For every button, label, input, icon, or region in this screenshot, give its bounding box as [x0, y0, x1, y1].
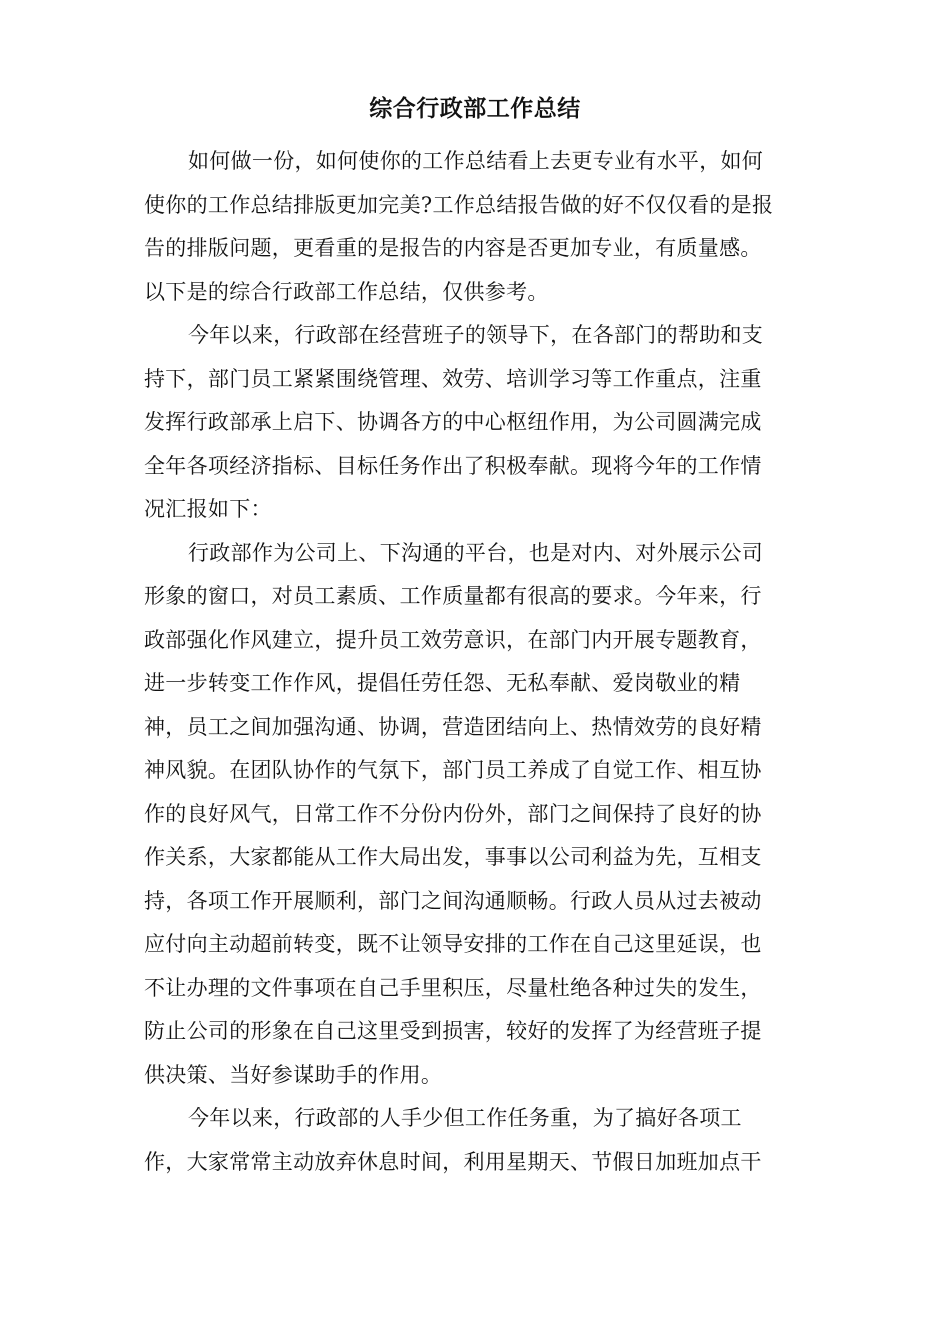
- text-line: 如何做一份，如何使你的工作总结看上去更专业有水平，如何: [188, 149, 764, 173]
- text-line: 作关系，大家都能从工作大局出发，事事以公司利益为先，互相支: [144, 845, 762, 869]
- text-line: 神风貌。在团队协作的气氛下，部门员工养成了自觉工作、相互协: [144, 758, 762, 782]
- text-line: 防止公司的形象在自己这里受到损害，较好的发挥了为经营班子提: [144, 1019, 762, 1043]
- text-line: 告的排版问题，更看重的是报告的内容是否更加专业，有质量感。: [144, 236, 762, 260]
- text-line: 供决策、当好参谋助手的作用。: [144, 1062, 443, 1087]
- document-title: 综合行政部工作总结: [369, 96, 581, 122]
- text-line: 进一步转变工作作风，提倡任劳任怨、无私奉献、爱岗敬业的精: [144, 671, 741, 695]
- document-body: [144, 140, 806, 1184]
- text-line: 今年以来，行政部在经营班子的领导下，在各部门的帮助和支: [188, 323, 764, 347]
- text-line: 使你的工作总结排版更加完美?工作总结报告做的好不仅仅看的是报: [144, 192, 774, 217]
- text-line: 全年各项经济指标、目标任务作出了积极奉献。现将今年的工作情: [144, 453, 762, 478]
- text-line: 持，各项工作开展顺利，部门之间沟通顺畅。行政人员从过去被动: [144, 888, 762, 913]
- text-line: 发挥行政部承上启下、协调各方的中心枢纽作用，为公司圆满完成: [144, 410, 762, 434]
- text-line: 作，大家常常主动放弃休息时间，利用星期天、节假日加班加点干: [144, 1149, 762, 1174]
- text-line: 形象的窗口，对员工素质、工作质量都有很高的要求。今年来，行: [144, 584, 762, 608]
- text-line: 政部强化作风建立，提升员工效劳意识，在部门内开展专题教育，: [144, 627, 762, 652]
- text-line: 持下，部门员工紧紧围绕管理、效劳、培训学习等工作重点，注重: [144, 366, 762, 391]
- text-line: 神，员工之间加强沟通、协调，营造团结向上、热情效劳的良好精: [144, 714, 762, 739]
- text-line: 应付向主动超前转变，既不让领导安排的工作在自己这里延误，也: [144, 932, 762, 956]
- text-line: 作的良好风气，日常工作不分份内份外，部门之间保持了良好的协: [144, 801, 762, 826]
- text-line: 今年以来，行政部的人手少但工作任务重，为了搞好各项工: [188, 1106, 742, 1130]
- text-line: 行政部作为公司上、下沟通的平台，也是对内、对外展示公司: [188, 540, 764, 565]
- text-line: 以下是的综合行政部工作总结，仅供参考。: [144, 279, 549, 304]
- text-line: 不让办理的文件事项在自己手里积压，尽量杜绝各种过失的发生，: [144, 975, 762, 1000]
- text-line: 况汇报如下：: [144, 497, 272, 521]
